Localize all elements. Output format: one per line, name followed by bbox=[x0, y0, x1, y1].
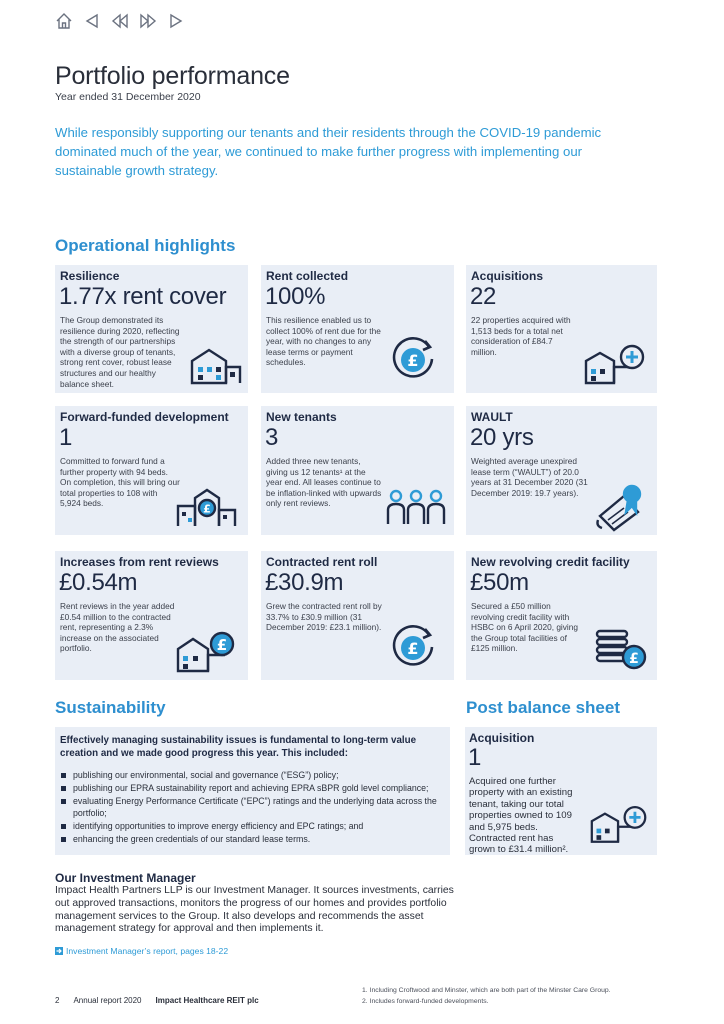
page-navigation bbox=[55, 12, 185, 30]
list-item: enhancing the green credentials of our standard lease terms. bbox=[60, 834, 445, 846]
card-value: 1 bbox=[59, 424, 73, 451]
card-description: 22 properties acquired with 1,513 beds for a total net consideration of £84.7 million. bbox=[471, 315, 571, 357]
card-description: Added three new tenants, giving us 12 tenants¹ at the year end. All leases continue to be inflation-linked with upwards only rent reviews. bbox=[266, 456, 382, 509]
card-resilience bbox=[55, 265, 248, 393]
card-new-tenants bbox=[261, 406, 454, 535]
sustainability-lead: Effectively managing sustainability issues is fundamental to long-term value creation and we made good progress this year. This included: bbox=[60, 735, 417, 759]
svg-text:£: £ bbox=[203, 502, 211, 516]
list-item: identifying opportunities to improve energy efficiency and EPC ratings; and bbox=[60, 821, 445, 833]
card-label: Acquisitions bbox=[471, 269, 544, 283]
svg-text:£: £ bbox=[407, 351, 419, 370]
card-value: 20 yrs bbox=[470, 424, 534, 451]
arrow-right-icon bbox=[55, 947, 63, 955]
development-icon bbox=[175, 484, 239, 528]
home-icon[interactable] bbox=[55, 12, 73, 30]
card-contracted-rent-roll bbox=[261, 551, 454, 680]
building-pound-icon bbox=[175, 627, 239, 673]
card-value: £0.54m bbox=[59, 569, 138, 596]
card-description: Grew the contracted rent roll by 33.7% to £30.9 million (31 December 2019: £23.1 million). bbox=[266, 601, 382, 633]
card-label: New revolving credit facility bbox=[471, 555, 630, 569]
card-description: This resilience enabled us to collect 100% of rent due for the year, with no changes to any lease terms or payment schedules. bbox=[266, 315, 381, 368]
card-value: 1.77x rent cover bbox=[59, 283, 227, 310]
card-description: Acquired one further property with an existing tenant, taking our total properties owned to 109 and 5,975 beds. Contracted rent has grown to £31.4 million². bbox=[469, 776, 573, 856]
card-label: Resilience bbox=[60, 269, 120, 283]
card-description: Rent reviews in the year added £0.54 million to the contracted rent, representing a 2.3% increase on the associated portfolio. bbox=[60, 601, 175, 654]
card-wault bbox=[466, 406, 657, 535]
card-description: Secured a £50 million revolving credit facility with HSBC on 6 April 2020, giving the Group total facilities of £125 million. bbox=[471, 601, 579, 654]
company-name: Impact Healthcare REIT plc bbox=[155, 996, 259, 1005]
svg-text:£: £ bbox=[407, 639, 419, 658]
back-icon[interactable] bbox=[111, 12, 129, 30]
pound-cycle-icon bbox=[389, 623, 437, 671]
card-label: Contracted rent roll bbox=[266, 555, 378, 569]
link-label[interactable]: Investment Manager’s report, pages 18-22 bbox=[66, 946, 229, 956]
card-label: Increases from rent reviews bbox=[60, 555, 219, 569]
sustainability-list bbox=[60, 770, 445, 848]
sustainability-heading: Sustainability bbox=[55, 698, 166, 717]
card-rent-collected bbox=[261, 265, 454, 393]
building-add-icon bbox=[583, 341, 647, 385]
card-value: £50m bbox=[470, 569, 529, 596]
card-acquisitions bbox=[466, 265, 657, 393]
investment-manager-link[interactable] bbox=[55, 946, 228, 956]
sustainability-box bbox=[55, 727, 450, 855]
list-item: publishing our environmental, social and governance (“ESG”) policy; bbox=[60, 770, 445, 782]
card-value: £30.9m bbox=[265, 569, 344, 596]
card-value: 3 bbox=[265, 424, 279, 451]
pound-cycle-icon bbox=[389, 335, 437, 383]
page-footer bbox=[55, 996, 259, 1005]
footnote: 2. Includes forward-funded developments. bbox=[362, 998, 489, 1005]
card-description: Weighted average unexpired lease term (“WAULT”) of 20.0 years at 31 December 2020 (31 December 2019: 19.7 years). bbox=[471, 456, 588, 498]
forward-icon[interactable] bbox=[139, 12, 157, 30]
card-value: 22 bbox=[470, 283, 497, 310]
building-add-icon bbox=[589, 801, 649, 850]
list-item: publishing our EPRA sustainability report and achieving EPRA sBPR gold level compliance; bbox=[60, 783, 445, 795]
card-label: Forward-funded development bbox=[60, 410, 229, 424]
page-number: 2 bbox=[55, 996, 60, 1005]
card-credit-facility bbox=[466, 551, 657, 680]
operational-highlights-heading: Operational highlights bbox=[55, 236, 236, 255]
coins-pound-icon bbox=[594, 625, 650, 671]
card-description: Committed to forward fund a further property with 94 beds. On completion, this will bring our total properties to 108 with 5,924 beds. bbox=[60, 456, 180, 509]
svg-text:£: £ bbox=[216, 636, 228, 654]
card-value: 1 bbox=[468, 744, 482, 771]
certificate-icon bbox=[594, 482, 650, 532]
post-balance-heading: Post balance sheet bbox=[466, 698, 621, 717]
footnotes bbox=[362, 985, 611, 1007]
report-name: Annual report 2020 bbox=[73, 996, 142, 1005]
next-icon[interactable] bbox=[167, 12, 185, 30]
previous-icon[interactable] bbox=[83, 12, 101, 30]
list-item: evaluating Energy Performance Certificate (“EPC”) ratings and the underlying data across the portfolio; bbox=[60, 796, 445, 819]
card-value: 100% bbox=[265, 283, 326, 310]
page-subtitle: Year ended 31 December 2020 bbox=[55, 91, 201, 103]
intro-text: While responsibly supporting our tenants and their residents through the COVID-19 pandemic dominated much of the year, we continued to make further progress with implementing our sustainable growth strategy. bbox=[55, 125, 602, 178]
card-label: WAULT bbox=[471, 410, 513, 424]
card-label: Acquisition bbox=[469, 731, 535, 745]
page-title: Portfolio performance bbox=[55, 62, 290, 90]
svg-text:£: £ bbox=[629, 651, 639, 667]
card-rent-reviews bbox=[55, 551, 248, 680]
card-description: The Group demonstrated its resilience during 2020, reflecting the strength of our partnerships with a diverse group of tenants, strong rent cover, robust lease structures and our healthy balance sheet. bbox=[60, 315, 180, 389]
card-label: Rent collected bbox=[266, 269, 349, 283]
card-forward-funded bbox=[55, 406, 248, 535]
card-label: New tenants bbox=[266, 410, 337, 424]
investment-manager-heading: Our Investment Manager bbox=[55, 871, 196, 885]
investment-manager-text: Impact Health Partners LLP is our Investment Manager. It sources investments, carries out approved transactions, monitors the progress of our homes and provides portfolio management services to the Group. It also develops and recommends the asset management strategy for approval and then implements it. bbox=[55, 885, 454, 935]
building-icon bbox=[189, 345, 243, 385]
footnote: 1. Including Croftwood and Minster, which are both part of the Minster Care Group. bbox=[362, 987, 611, 994]
card-post-balance bbox=[465, 727, 657, 855]
people-icon bbox=[386, 488, 446, 526]
